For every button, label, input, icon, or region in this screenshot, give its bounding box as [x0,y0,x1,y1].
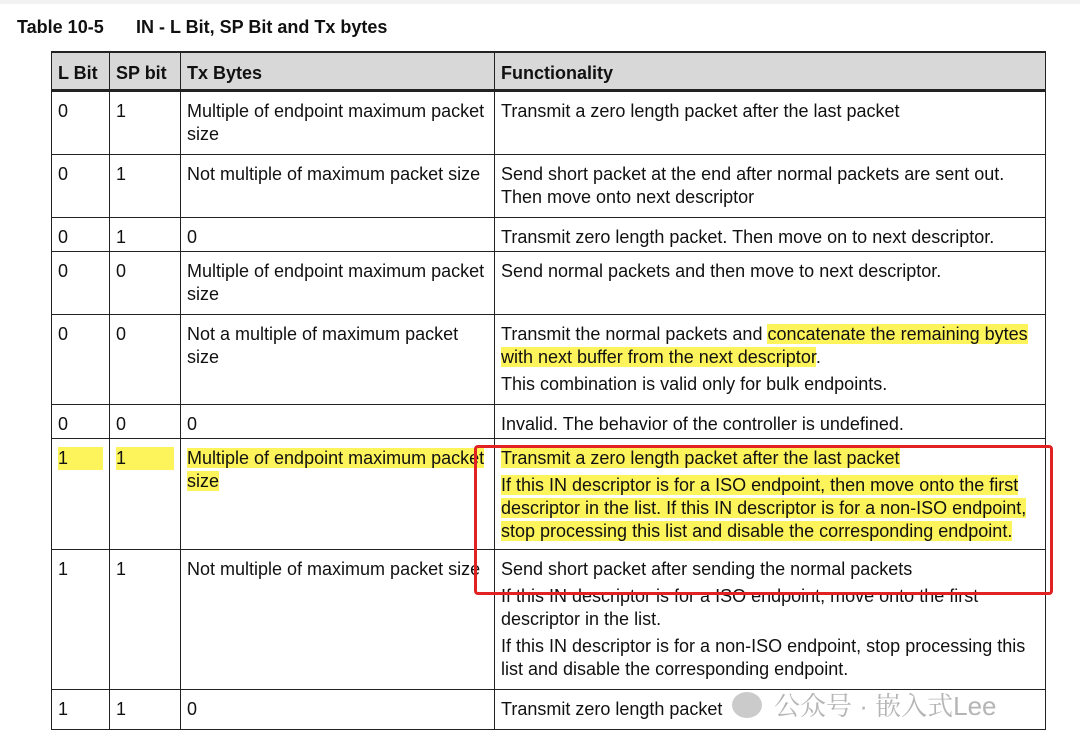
cell-tx-bytes: 0 [181,689,495,729]
highlighted-text: 1 [58,447,103,470]
func-text: Transmit zero length packet. Then move on to next descriptor. [501,226,995,247]
cell-sp-bit: 1 [110,217,181,251]
cell-functionality [495,314,1046,404]
func-note: If this IN descriptor is for a non-ISO endpoint, stop processing this list and disable the corresponding endpoint. [501,635,1026,679]
cell-l-bit [52,438,110,549]
table-row [52,404,1046,438]
cell-functionality [495,217,1046,251]
func-note: If this IN descriptor is for a ISO endpoint, move onto the first descriptor in the list. [501,585,979,629]
func-text: Transmit the normal packets and [501,323,763,344]
cell-tx-bytes: 0 [181,217,495,251]
func-note [501,474,1039,543]
table-row [52,314,1046,404]
table-caption [17,17,387,38]
func-text: Transmit zero length packet [501,698,723,719]
cell-functionality [495,549,1046,689]
cell-tx-bytes [181,438,495,549]
highlighted-text: Multiple of endpoint maximum packet size [187,447,485,491]
cell-l-bit: 0 [52,154,110,217]
cell-l-bit: 0 [52,217,110,251]
header-functionality: Functionality [495,52,1046,90]
cell-sp-bit: 1 [110,154,181,217]
table-row [52,251,1046,314]
cell-tx-bytes: Not multiple of maximum packet size [181,549,495,689]
cell-tx-bytes: Multiple of endpoint maximum packet size [181,251,495,314]
table-row-highlighted [52,438,1046,549]
cell-tx-bytes: Not multiple of maximum packet size [181,154,495,217]
watermark [732,686,997,723]
func-text: . [815,346,821,367]
func-text: Send short packet at the end after normal packets are sent out. Then move onto next descriptor [501,163,1005,207]
wechat-icon [732,692,762,718]
descriptor-table [51,51,1046,730]
cell-functionality [495,438,1046,549]
cell-sp-bit: 0 [110,314,181,404]
cell-tx-bytes: Not a multiple of maximum packet size [181,314,495,404]
cell-l-bit: 0 [52,314,110,404]
cell-sp-bit [110,438,181,549]
table-row [52,549,1046,689]
highlighted-text: Transmit a zero length packet after the last packet [501,447,900,468]
func-text: Send short packet after sending the normal packets [501,558,913,579]
header-tx-bytes: Tx Bytes [181,52,495,90]
func-text: Send normal packets and then move to next descriptor. [501,260,942,281]
cell-sp-bit: 1 [110,90,181,154]
table-row [52,90,1046,154]
cell-functionality [495,90,1046,154]
cell-l-bit: 0 [52,251,110,314]
cell-l-bit: 1 [52,549,110,689]
page-top-edge [0,0,1080,4]
watermark-text: 公众号 · 嵌入式Lee [774,691,997,721]
highlighted-text: If this IN descriptor is for a ISO endpoint, then move onto the first descriptor in the list. If this IN descriptor is for a non-ISO endpoint, stop processing this list and disable the corresponding endpoint. [501,474,1027,541]
highlighted-text: concatenate the remaining bytes with next buffer from the next descriptor [501,323,1028,367]
cell-functionality [495,251,1046,314]
table-row [52,217,1046,251]
header-row [52,52,1046,90]
cell-tx-bytes: 0 [181,404,495,438]
cell-sp-bit: 0 [110,404,181,438]
header-sp-bit: SP bit [110,52,181,90]
cell-l-bit: 0 [52,90,110,154]
highlighted-text: 1 [116,447,174,470]
cell-tx-bytes: Multiple of endpoint maximum packet size [181,90,495,154]
func-text: Transmit a zero length packet after the last packet [501,100,900,121]
cell-sp-bit: 0 [110,251,181,314]
func-note: This combination is valid only for bulk endpoints. [501,373,888,394]
cell-l-bit: 1 [52,689,110,729]
cell-l-bit: 0 [52,404,110,438]
cell-sp-bit: 1 [110,549,181,689]
table-number: Table 10-5 [17,17,104,37]
table-title: IN - L Bit, SP Bit and Tx bytes [136,17,388,37]
cell-functionality [495,404,1046,438]
header-l-bit: L Bit [52,52,110,90]
cell-sp-bit: 1 [110,689,181,729]
table-row [52,154,1046,217]
cell-functionality [495,154,1046,217]
func-text: Invalid. The behavior of the controller is undefined. [501,413,904,434]
